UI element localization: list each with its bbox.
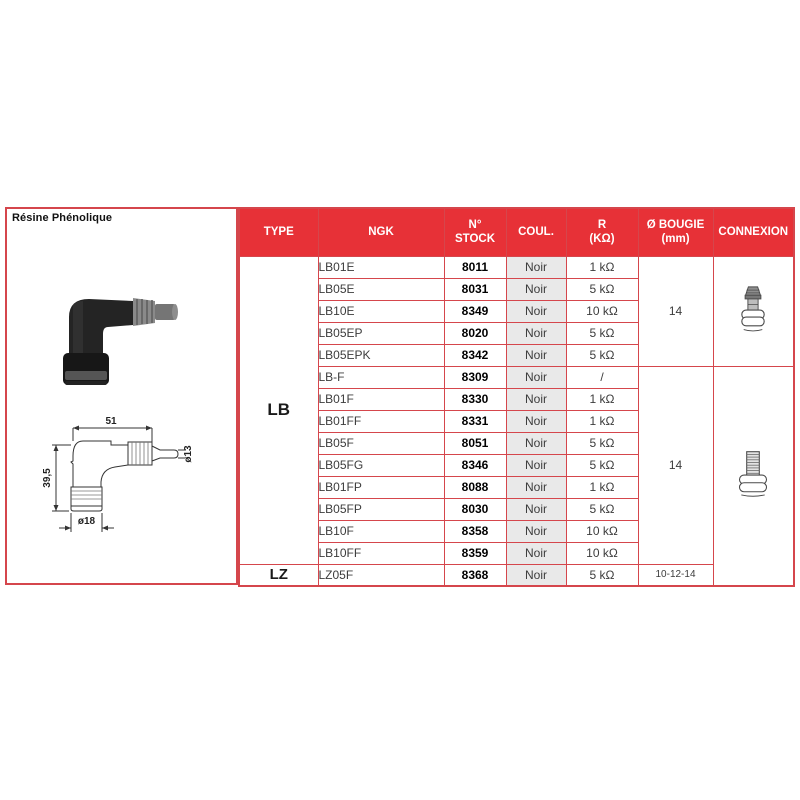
colour-value: Noir [506, 300, 566, 322]
resistance-value: / [566, 366, 638, 388]
stock-number: 8346 [444, 454, 506, 476]
resistance-value: 1 kΩ [566, 410, 638, 432]
resistance-value: 10 kΩ [566, 300, 638, 322]
stock-number: 8330 [444, 388, 506, 410]
header-stock: N° STOCK [444, 208, 506, 256]
type-group-lb: LB [239, 256, 318, 564]
resistance-value: 5 kΩ [566, 454, 638, 476]
type-group-lz: LZ [239, 564, 318, 586]
stock-number: 8331 [444, 410, 506, 432]
colour-value: Noir [506, 476, 566, 498]
header-ngk: NGK [318, 208, 444, 256]
connexion-cell [713, 256, 794, 366]
ngk-ref: LB10F [318, 520, 444, 542]
ngk-ref: LB-F [318, 366, 444, 388]
table-row [239, 256, 794, 278]
spec-table [238, 207, 795, 587]
colour-value: Noir [506, 542, 566, 564]
bougie-diameter-group-e: 14 [638, 256, 713, 366]
colour-value: Noir [506, 322, 566, 344]
panel-title: Résine Phénolique [12, 212, 113, 224]
resistance-value: 5 kΩ [566, 278, 638, 300]
technical-drawing [43, 414, 215, 540]
threaded-stud-icon [735, 449, 771, 503]
dim-width-label: 51 [105, 416, 117, 427]
dimension-drawing-icon [43, 414, 215, 540]
colour-value: Noir [506, 432, 566, 454]
ngk-ref: LB01E [318, 256, 444, 278]
resistance-value: 5 kΩ [566, 322, 638, 344]
stock-number: 8030 [444, 498, 506, 520]
resistance-value: 5 kΩ [566, 564, 638, 586]
colour-value: Noir [506, 388, 566, 410]
colour-value: Noir [506, 256, 566, 278]
resistance-value: 5 kΩ [566, 344, 638, 366]
colour-value: Noir [506, 520, 566, 542]
header-row [239, 208, 794, 256]
stock-number: 8359 [444, 542, 506, 564]
ngk-ref: LB01FP [318, 476, 444, 498]
resistance-value: 10 kΩ [566, 542, 638, 564]
resistance-value: 1 kΩ [566, 388, 638, 410]
colour-value: Noir [506, 344, 566, 366]
spark-plug-cap-photo-icon [63, 295, 183, 395]
header-connexion: CONNEXION [713, 208, 794, 256]
ngk-ref: LB05EPK [318, 344, 444, 366]
stock-number: 8020 [444, 322, 506, 344]
ngk-ref: LB05EP [318, 322, 444, 344]
stock-number: 8349 [444, 300, 506, 322]
stock-number: 8011 [444, 256, 506, 278]
ngk-ref: LB01F [318, 388, 444, 410]
bougie-diameter-group-lz: 10-12-14 [638, 564, 713, 586]
bougie-diameter-group-f: 14 [638, 366, 713, 564]
table-row [239, 564, 794, 586]
colour-value: Noir [506, 366, 566, 388]
connexion-cell [713, 366, 794, 586]
ngk-ref: LB10E [318, 300, 444, 322]
resistance-value: 5 kΩ [566, 432, 638, 454]
terminal-nut-icon [736, 285, 770, 337]
resistance-value: 10 kΩ [566, 520, 638, 542]
resistance-value: 1 kΩ [566, 476, 638, 498]
stock-number: 8309 [444, 366, 506, 388]
product-photo [63, 295, 183, 395]
table-row [239, 366, 794, 388]
ngk-ref: LZ05F [318, 564, 444, 586]
ngk-ref: LB01FF [318, 410, 444, 432]
colour-value: Noir [506, 454, 566, 476]
stock-number: 8342 [444, 344, 506, 366]
stock-number: 8031 [444, 278, 506, 300]
stock-number: 8051 [444, 432, 506, 454]
resistance-value: 5 kΩ [566, 498, 638, 520]
ngk-ref: LB05FP [318, 498, 444, 520]
dim-base-diameter-label: ø18 [77, 516, 96, 527]
stock-number: 8368 [444, 564, 506, 586]
header-couleur: COUL. [506, 208, 566, 256]
colour-value: Noir [506, 278, 566, 300]
colour-value: Noir [506, 498, 566, 520]
dim-height-label: 39,5 [43, 468, 53, 488]
header-type: TYPE [239, 208, 318, 256]
product-panel [5, 207, 238, 585]
stock-number: 8358 [444, 520, 506, 542]
ngk-ref: LB05F [318, 432, 444, 454]
colour-value: Noir [506, 564, 566, 586]
colour-value: Noir [506, 410, 566, 432]
ngk-ref: LB10FF [318, 542, 444, 564]
stock-number: 8088 [444, 476, 506, 498]
resistance-value: 1 kΩ [566, 256, 638, 278]
header-resistance: R (KΩ) [566, 208, 638, 256]
ngk-ref: LB05FG [318, 454, 444, 476]
header-bougie-diameter: Ø BOUGIE (mm) [638, 208, 713, 256]
ngk-ref: LB05E [318, 278, 444, 300]
dim-tip-diameter-label: ø13 [183, 445, 194, 463]
